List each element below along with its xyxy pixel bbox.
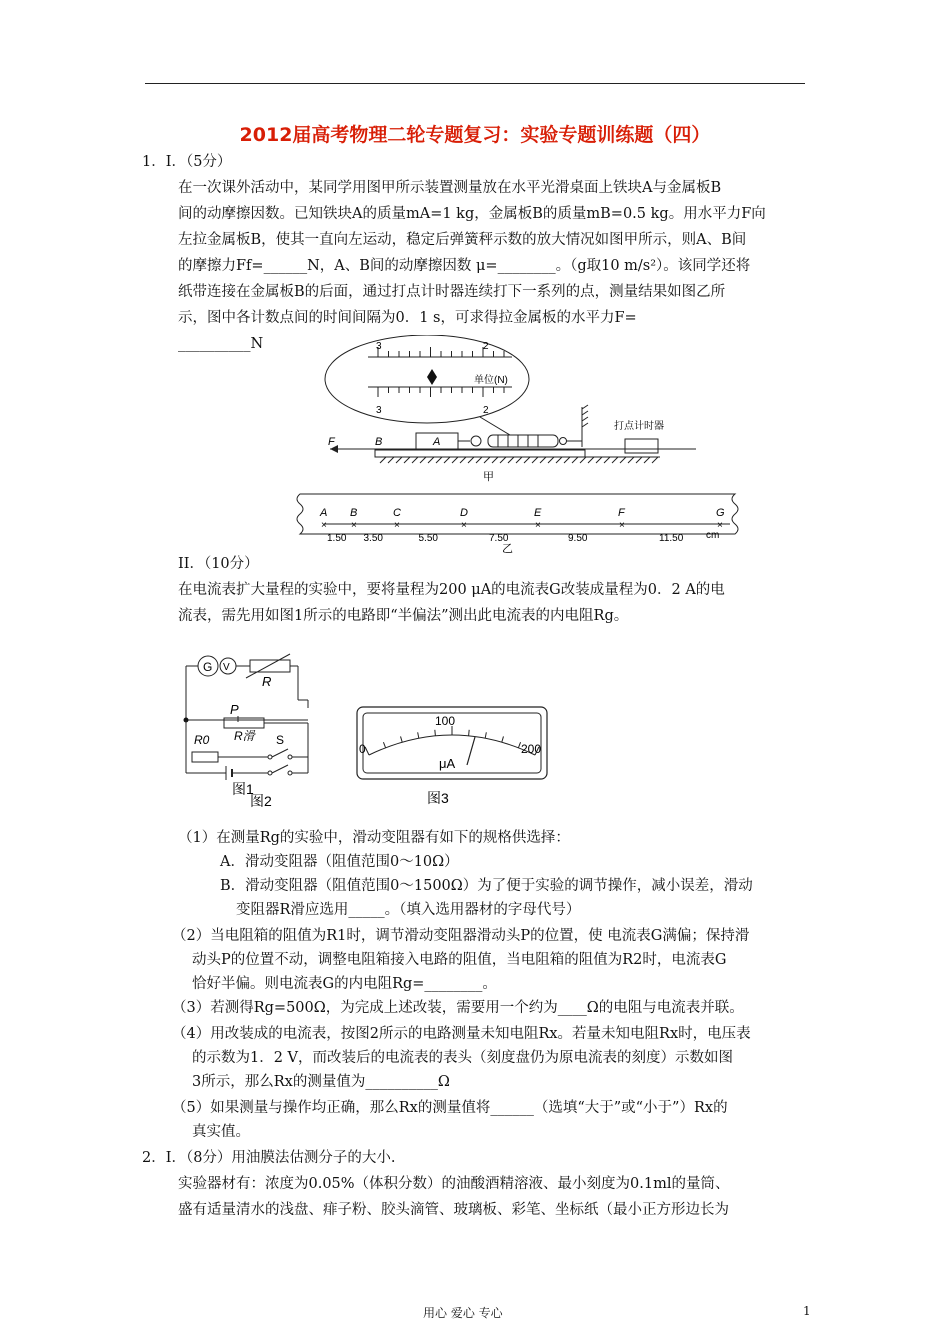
- text-line: 1．I．（5分）: [142, 154, 232, 170]
- text-line: 间的动摩擦因数。已知铁块A的质量mA=1 kg，金属板B的质量mB=0.5 kg。用水平力F向: [178, 206, 766, 222]
- text-line: 盛有适量清水的浅盘、痱子粉、胶头滴管、玻璃板、彩笔、坐标纸（最小正方形边长为: [178, 1202, 729, 1218]
- tape-point-mark: ×: [717, 520, 723, 531]
- tape-point-mark: ×: [351, 520, 357, 531]
- scale-ticks: [378, 347, 504, 397]
- text-line: （4）用改装成的电流表，按图2所示的电路测量未知电阻Rx。若量未知电阻Rx时，电压表: [172, 1026, 751, 1042]
- text-line: 恰好半偏。则电流表G的内电阻Rg=________。: [192, 976, 497, 992]
- scale-top-left: 3: [376, 341, 382, 352]
- tape-distance: 3.50: [363, 533, 383, 544]
- caption-yi: 乙: [502, 543, 513, 555]
- meter-label-0: 0: [359, 742, 366, 756]
- text-line: II．（10分）: [178, 556, 259, 572]
- hook-ring: [471, 436, 481, 446]
- figure-yi: [290, 488, 750, 558]
- text-line: （3）若测得Rg=500Ω，为完成上述改装，需要用一个约为____Ω的电阻与电流表并联。: [172, 1000, 744, 1016]
- table-hatch: [380, 457, 658, 463]
- text-line: A．滑动变阻器（阻值范围0～10Ω）: [220, 854, 459, 870]
- tape-point-label: B: [350, 507, 358, 519]
- wall-hatch: [582, 405, 588, 427]
- tape-unit: cm: [706, 530, 720, 541]
- tape-point-label: D: [460, 507, 468, 519]
- switch-1: [272, 749, 288, 757]
- meter-unit: μA: [439, 756, 456, 771]
- caption-jia: 甲: [483, 471, 494, 483]
- label-R-slide: R滑: [234, 729, 255, 743]
- header-rule: [145, 83, 805, 84]
- caption-fig1: 图1: [232, 781, 254, 797]
- meter-label-200: 200: [521, 742, 542, 756]
- figure-circuit: [178, 648, 328, 813]
- tape-point-label: C: [393, 507, 401, 519]
- document-title: 2012届高考物理二轮专题复习：实验专题训练题（四）: [239, 124, 711, 146]
- text-line: B．滑动变阻器（阻值范围0～1500Ω）为了便于实验的调节操作，减小误差，滑动: [220, 878, 753, 894]
- tape-point-mark: ×: [394, 520, 400, 531]
- tape-point-mark: ×: [619, 520, 625, 531]
- text-line: 动头P的位置不动，调整电阻箱接入电路的阻值，当电阻箱的阻值为R2时，电流表G: [192, 952, 727, 968]
- text-line: 3所示，那么Rx的测量值为__________Ω: [192, 1074, 450, 1090]
- bubble-pointer: [480, 417, 510, 435]
- figure-meter: [355, 705, 550, 810]
- caption-fig2: 图2: [250, 793, 272, 809]
- tape-distance: 1.50: [327, 533, 347, 544]
- tape-point-label: E: [534, 507, 542, 519]
- scale-ring: [560, 438, 567, 445]
- text-line: 左拉金属板B，使其一直向左运动，稳定后弹簧秤示数的放大情况如图甲所示，则A、B间: [178, 232, 747, 248]
- timer-label: 打点计时器: [614, 421, 664, 432]
- text-line: __________N: [178, 336, 264, 352]
- scale-bottom-left: 3: [376, 405, 382, 416]
- timer-box: [625, 439, 658, 453]
- text-line: 变阻器R滑应选用_____。（填入选用器材的字母代号）: [236, 902, 581, 918]
- footer-center: 用心 爱心 专心: [423, 1306, 503, 1320]
- label-S: S: [276, 733, 285, 747]
- label-B: B: [375, 436, 383, 448]
- caption-fig3: 图3: [427, 790, 449, 806]
- tape-point-label: A: [320, 507, 328, 519]
- label-R: R: [262, 674, 272, 689]
- meter-label-100: 100: [435, 714, 456, 728]
- scale-top-right: 2: [483, 341, 489, 352]
- label-A: A: [433, 436, 441, 448]
- text-line: 在电流表扩大量程的实验中，要将量程为200 μA的电流表G改装成量程为0．2 A的电: [178, 582, 725, 598]
- text-line: 示，图中各计数点间的时间间隔为0．1 s，可求得拉金属板的水平力F=: [178, 310, 637, 326]
- unit-label: 单位(N): [474, 375, 508, 386]
- label-G: G: [203, 660, 213, 674]
- meter-needle: [467, 737, 475, 765]
- text-line: 实验器材有：浓度为0.05%（体积分数）的油酸酒精溶液、最小刻度为0.1ml的量筒、: [178, 1176, 730, 1192]
- page-number: 1: [803, 1304, 811, 1318]
- tape-distance: 11.50: [659, 533, 684, 544]
- figure-jia: [320, 335, 700, 485]
- tape-point-label: F: [618, 507, 625, 519]
- text-line: 2．I．（8分）用油膜法估测分子的大小.: [142, 1150, 396, 1166]
- text-line: 真实值。: [192, 1124, 250, 1140]
- text-line: 的示数为1．2 V，而改装后的电流表的表头（刻度盘仍为原电流表的刻度）示数如图: [192, 1050, 734, 1066]
- label-V: V: [223, 662, 230, 673]
- tape-distance: 5.50: [418, 533, 438, 544]
- text-line: 纸带连接在金属板B的后面，通过打点计时器连续打下一系列的点，测量结果如图乙所: [178, 284, 726, 300]
- label-R0: R0: [194, 733, 210, 747]
- text-line: 在一次课外活动中，某同学用图甲所示装置测量放在水平光滑桌面上铁块A与金属板B: [178, 180, 722, 196]
- pointer-diamond: [427, 369, 437, 385]
- tape-point-label: G: [716, 507, 725, 519]
- switch-2: [272, 765, 288, 773]
- paper-tape: [297, 494, 738, 534]
- dial-arc: [369, 735, 535, 755]
- tape-point-mark: ×: [321, 520, 327, 531]
- text-line: （1）在测量Rg的实验中，滑动变阻器有如下的规格供选择：: [178, 830, 570, 846]
- label-P: P: [230, 702, 239, 717]
- tape-point-mark: ×: [535, 520, 541, 531]
- resistor-R0: [192, 752, 218, 762]
- tape-distance: 9.50: [568, 533, 588, 544]
- metal-plate-B: [375, 450, 585, 457]
- text-line: 的摩擦力Ff=______N，A、B间的动摩擦因数 μ=________。（g取10 m/s²）。该同学还将: [178, 258, 751, 274]
- tape-distance: 7.50: [489, 533, 509, 544]
- label-F: F: [328, 436, 335, 448]
- text-line: 流表，需先用如图1所示的电路即“半偏法”测出此电流表的内电阻Rg。: [178, 608, 629, 624]
- resistor-box-R: [250, 660, 290, 672]
- scale-bottom-right: 2: [483, 405, 489, 416]
- text-line: （2）当电阻箱的阻值为R1时，调节滑动变阻器滑动头P的位置，使 电流表G满偏；保持滑: [172, 928, 750, 944]
- text-line: （5）如果测量与操作均正确，那么Rx的测量值将______（选填“大于”或“小于”）Rx的: [172, 1100, 728, 1116]
- tape-point-mark: ×: [461, 520, 467, 531]
